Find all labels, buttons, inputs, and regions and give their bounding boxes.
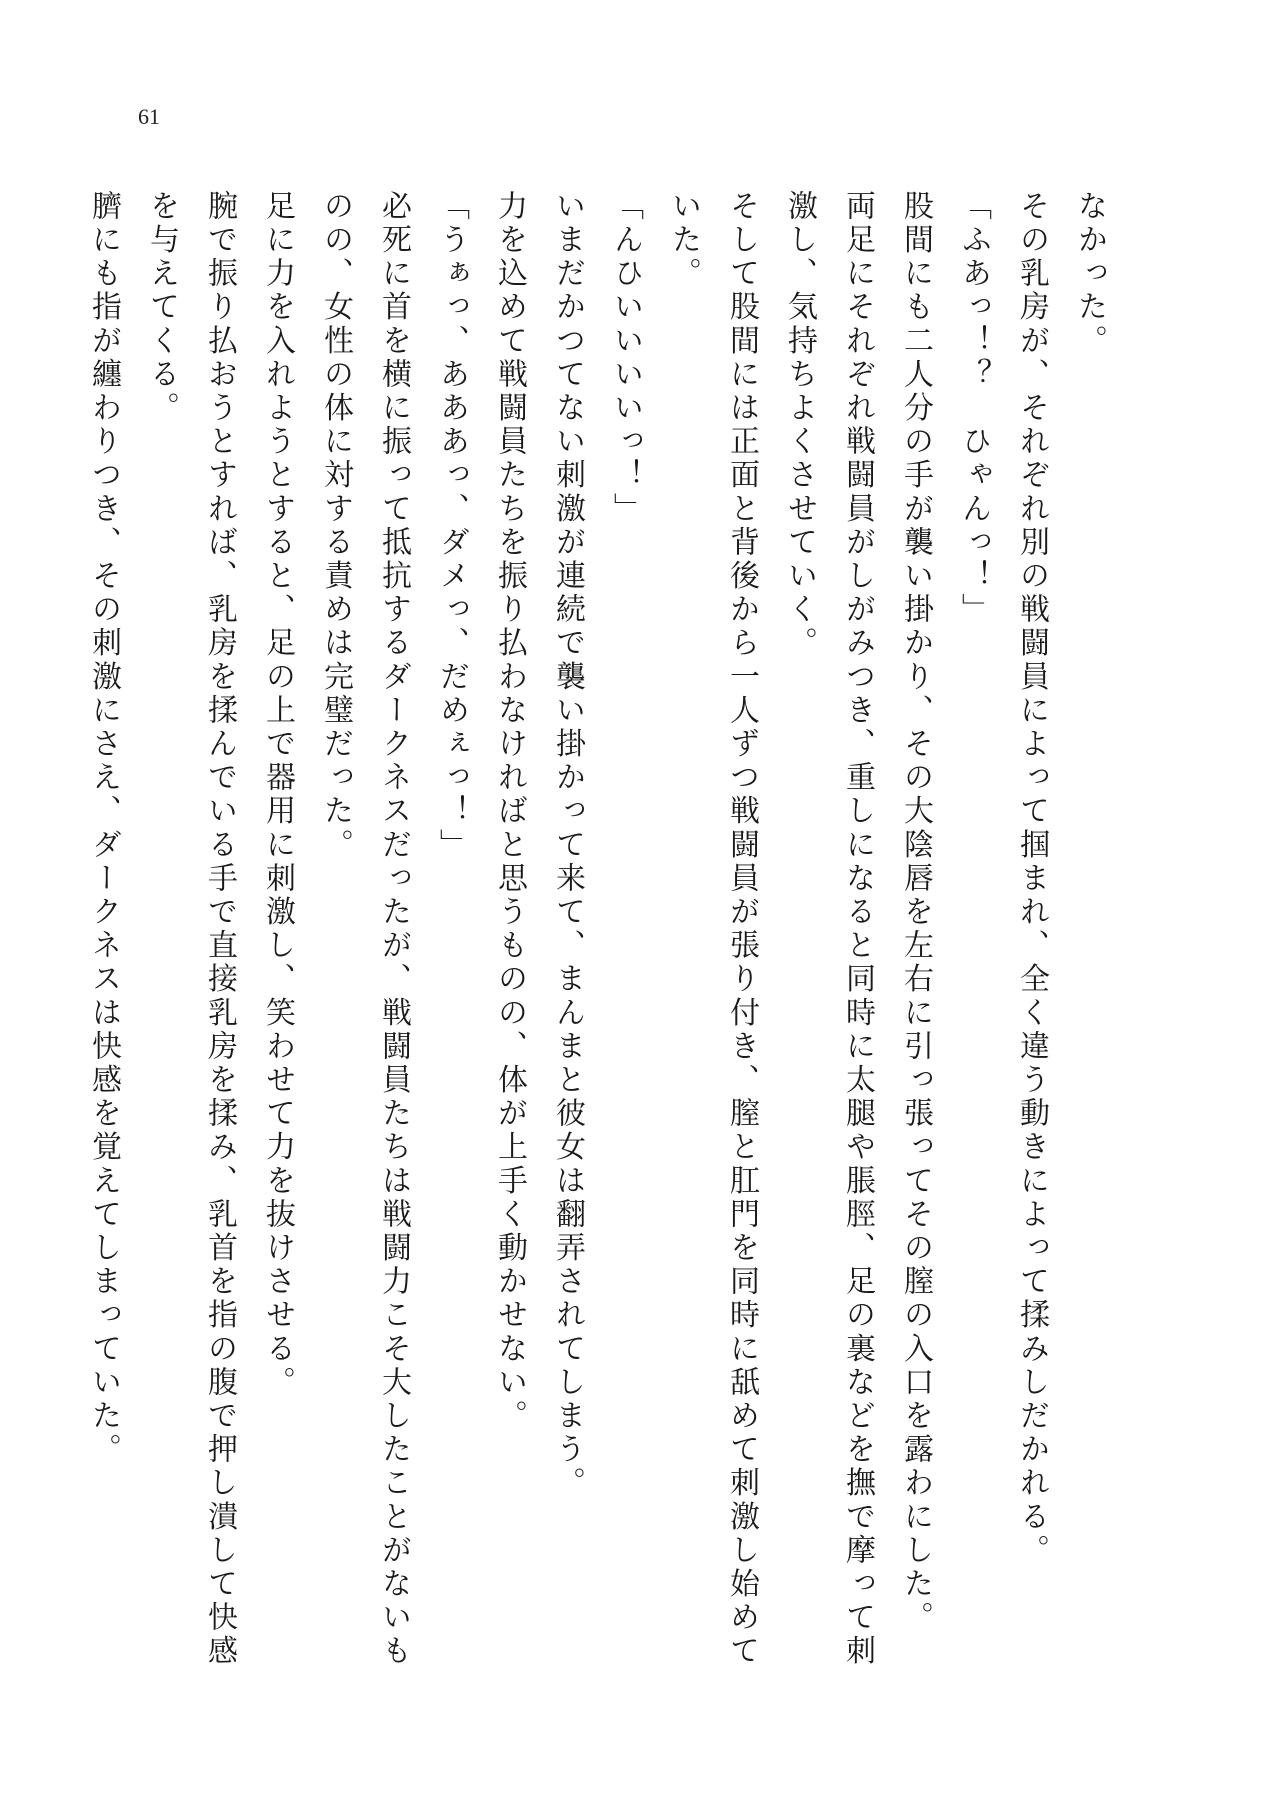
paragraph: なかった。 (1072, 190, 1107, 358)
paragraph: 股間にも二人分の手が襲い掛かり、その大陰唇を左右に引っ張ってその膣の入口を露わにした。 (898, 190, 933, 1635)
paragraph: そして股間には正面と背後から一人ずつ戦闘員が張り付き、膣と肛門を同時に舐めて刺激し始めていた。 (666, 190, 759, 1669)
paragraph: その乳房が、それぞれ別の戦闘員によって掴まれ、全く違う動きによって揉みしだかれる。 (1014, 190, 1049, 1568)
vertical-text-body (74, 190, 1118, 1670)
paragraph: 必死に首を横に振って抵抗するダークネスだったが、戦闘員たちは戦闘力こそ大したことがないものの、女性の体に対する責めは完璧だった。 (318, 190, 411, 1669)
paragraph: いまだかつてない刺激が連続で襲い掛かって来て、まんまと彼女は翻弄されてしまう。 (550, 190, 585, 1501)
paragraph: 「うぁっ、あああっ、ダメっ、だめぇっ！」 (434, 190, 469, 862)
paragraph: 両足にそれぞれ戦闘員がしがみつき、重しになると同時に太腿や脹脛、足の裏などを撫で摩って刺激し、気持ちよくさせていく。 (782, 190, 875, 1669)
paragraph: 「ふあっ！？ ひゃんっ！」 (956, 190, 991, 627)
paragraph: 「んひいいいいっ！」 (608, 190, 643, 526)
paragraph: 腕で振り払おうとすれば、乳房を揉んでいる手で直接乳房を揉み、乳首を指の腹で押し潰して快感を与えてくる。 (144, 190, 237, 1669)
paragraph: 足に力を入れようとすると、足の上で器用に刺激し、笑わせて力を抜けさせる。 (260, 190, 295, 1400)
page-number: 61 (138, 104, 160, 129)
paragraph: 力を込めて戦闘員たちを振り払わなければと思うものの、体が上手く動かせない。 (492, 190, 527, 1434)
paragraph: 臍にも指が纏わりつき、その刺激にさえ、ダークネスは快感を覚えてしまっていた。 (86, 190, 121, 1467)
